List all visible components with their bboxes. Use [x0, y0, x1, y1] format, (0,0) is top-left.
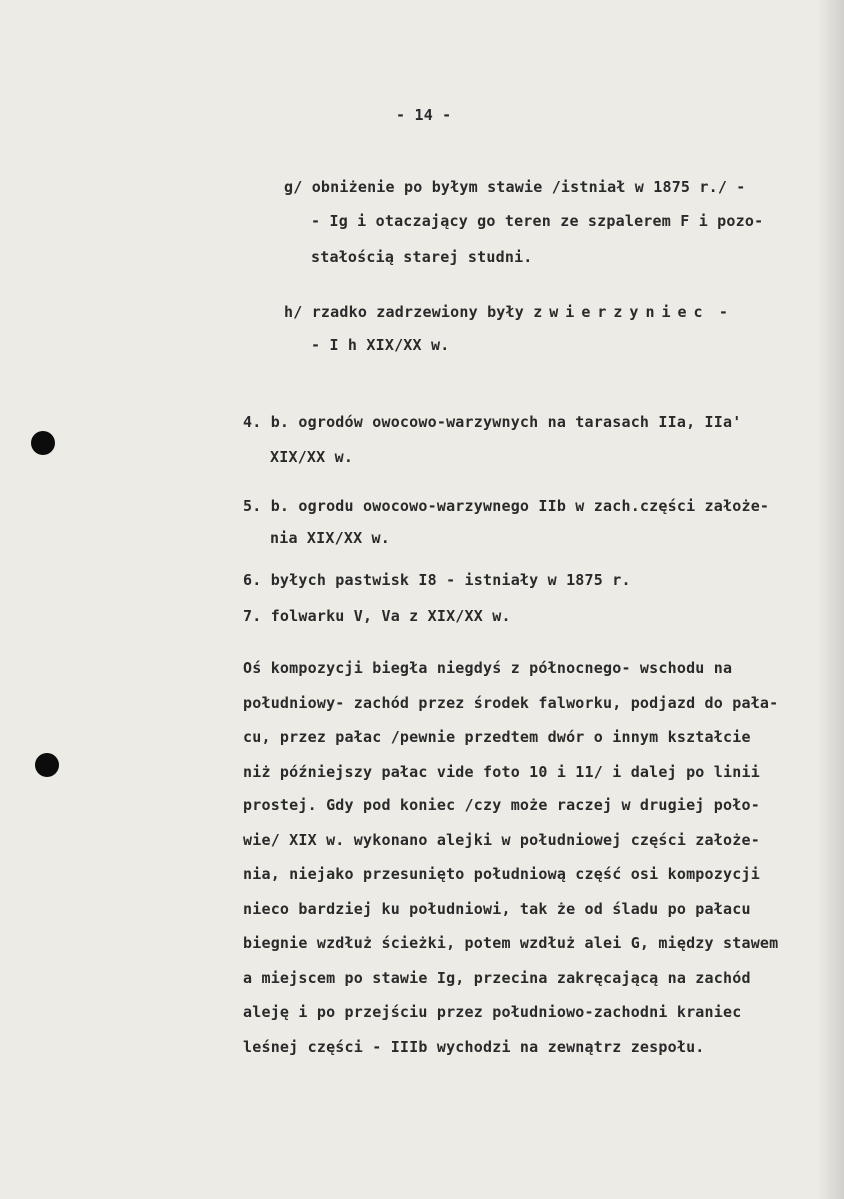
page-number: - 14 -: [396, 106, 452, 124]
page-edge-shadow: [818, 0, 844, 1199]
paragraph-line: cu, przez pałac /pewnie przedtem dwór o innym kształcie: [243, 728, 751, 746]
paragraph-line: prostej. Gdy pod koniec /czy może raczej w drugiej poło-: [243, 796, 760, 814]
list-item-6: 6. byłych pastwisk I8 - istniały w 1875 r.: [243, 571, 631, 589]
paragraph-line: wie/ XIX w. wykonano alejki w południowej części założe-: [243, 831, 760, 849]
punch-hole-bottom: [35, 753, 59, 777]
list-item-5-line-1: 5. b. ogrodu owocowo-warzywnego IIb w zach.części założe-: [243, 497, 770, 515]
item-h-line-2: - I h XIX/XX w.: [311, 336, 450, 354]
list-item-7: 7. folwarku V, Va z XIX/XX w.: [243, 607, 511, 625]
item-h-suffix: -: [718, 303, 729, 321]
list-item-4-line-2: XIX/XX w.: [270, 448, 354, 466]
item-g-line-1: g/ obniżenie po byłym stawie /istniał w 1875 r./ -: [284, 178, 746, 196]
paragraph-line: leśnej części - IIIb wychodzi na zewnątrz zespołu.: [243, 1038, 705, 1056]
paragraph-line: niż późniejszy pałac vide foto 10 i 11/ i dalej po linii: [243, 763, 760, 781]
paragraph-line: aleję i po przejściu przez południowo-zachodni kraniec: [243, 1003, 742, 1021]
item-g-line-3: stałością starej studni.: [311, 248, 533, 266]
paragraph-line: Oś kompozycji biegła niegdyś z północnego- wschodu na: [243, 659, 733, 677]
paragraph-line: nieco bardziej ku południowi, tak że od śladu po pałacu: [243, 900, 751, 918]
list-item-5-line-2: nia XIX/XX w.: [270, 529, 390, 547]
item-g-line-2: - Ig i otaczający go teren ze szpalerem F i pozo-: [311, 212, 764, 230]
punch-hole-top: [31, 431, 55, 455]
item-h-line-1: [284, 303, 728, 321]
paragraph-line: nia, niejako przesunięto południową część osi kompozycji: [243, 865, 760, 883]
paragraph-line: południowy- zachód przez środek falworku, podjazd do pała-: [243, 694, 779, 712]
paragraph-line: biegnie wzdłuż ścieżki, potem wzdłuż alei G, między stawem: [243, 934, 779, 952]
item-h-prefix: h/ rzadko zadrzewiony były: [284, 303, 524, 321]
paragraph-line: a miejscem po stawie Ig, przecina zakręcającą na zachód: [243, 969, 751, 987]
list-item-4-line-1: 4. b. ogrodów owocowo-warzywnych na tarasach IIa, IIa': [243, 413, 742, 431]
item-h-spaced-word: zwierzyniec: [533, 303, 710, 321]
